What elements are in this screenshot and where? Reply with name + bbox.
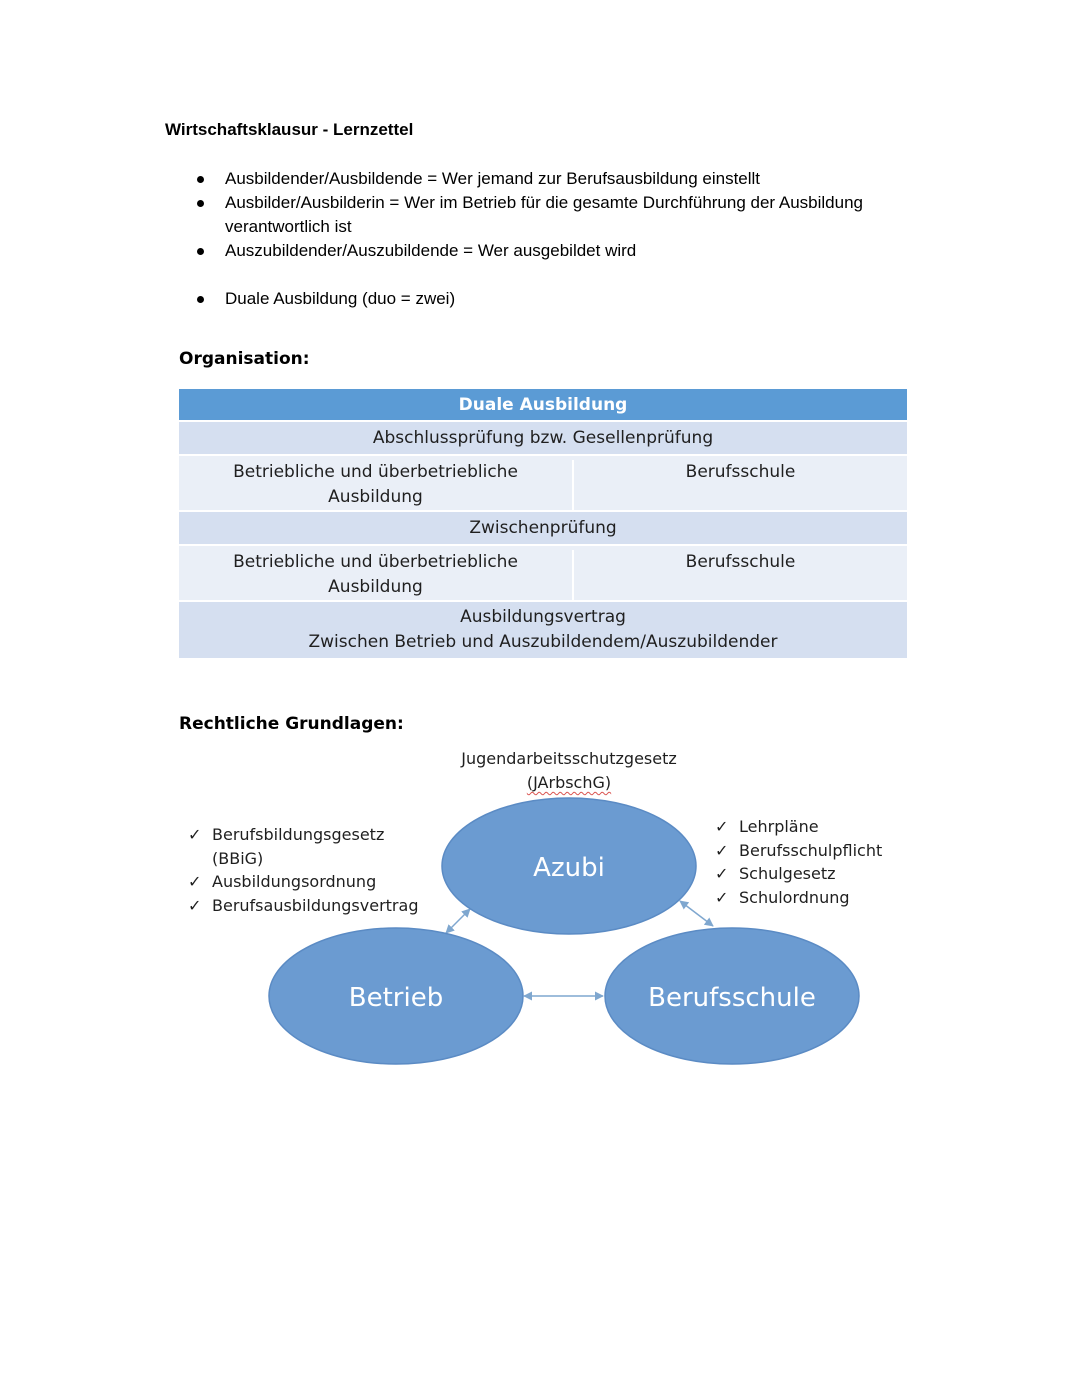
check-text: Ausbildungsordnung <box>212 872 377 891</box>
definition-list <box>195 167 935 311</box>
rechtliche-heading: Rechtliche Grundlagen: <box>179 714 404 734</box>
check-text: Schulgesetz <box>739 864 836 883</box>
bullet-dot-icon <box>197 176 204 183</box>
check-text: Berufsschulpflicht <box>739 840 883 860</box>
table-cell-berufsschule: Berufsschule <box>685 462 796 482</box>
bullet-dot-icon <box>197 296 204 303</box>
organisation-heading: Organisation: <box>179 349 310 369</box>
list-item-text: Duale Ausbildung (duo = zwei) <box>225 289 456 308</box>
checkmark-icon: ✓ <box>715 817 729 836</box>
table-row-zwischen: Zwischenprüfung <box>179 512 907 546</box>
betrieb-label: Betrieb <box>348 983 444 1013</box>
list-item <box>195 191 935 239</box>
document-title: Wirtschaftsklausur - Lernzettel <box>165 120 414 139</box>
list-item-text: Ausbildender/Ausbildende = Wer jemand zur Berufsausbildung einstellt <box>225 169 761 188</box>
checkmark-icon: ✓ <box>715 887 729 907</box>
check-text: (BBiG) <box>212 848 264 868</box>
checkmark-icon: ✓ <box>188 872 202 891</box>
list-item-text: Ausbilder/Ausbilderin = Wer im Betrieb für die gesamte Durchführung der Ausbildung verantwortlich ist <box>225 193 863 236</box>
table-cell-betrieb: Betriebliche und überbetriebliche Ausbildung <box>179 460 574 510</box>
table-row <box>179 546 907 602</box>
table-header: Duale Ausbildung <box>179 389 907 422</box>
checkmark-icon: ✓ <box>188 825 202 844</box>
vertrag-title: Ausbildungsvertrag <box>460 607 626 627</box>
table-row <box>179 456 907 512</box>
list-item-text: Auszubildender/Auszubildende = Wer ausgebildet wird <box>225 241 637 260</box>
bullet-dot-icon <box>197 200 204 207</box>
table-cell-berufsschule: Berufsschule <box>685 552 796 572</box>
list-item <box>195 239 935 263</box>
azubi-label: Azubi <box>533 853 605 883</box>
check-text: Schulordnung <box>739 887 850 907</box>
arrow-azubi-berufsschule <box>680 901 713 926</box>
jugendschutz-title: Jugendarbeitsschutzgesetz <box>461 749 677 768</box>
jugendschutz-abbr: (JArbschG) <box>526 773 612 792</box>
check-text: Berufsbildungsgesetz <box>212 825 385 844</box>
table-row-abschluss: Abschlussprüfung bzw. Gesellenprüfung <box>179 422 907 456</box>
check-text: Lehrpläne <box>739 817 819 836</box>
arrow-azubi-betrieb <box>446 909 470 933</box>
checkmark-icon: ✓ <box>188 895 202 915</box>
checkmark-icon: ✓ <box>715 840 729 860</box>
list-item <box>195 167 935 191</box>
checkmark-icon: ✓ <box>715 864 729 883</box>
berufsschule-label: Berufsschule <box>648 983 816 1013</box>
table-row-vertrag <box>179 602 907 660</box>
check-text: Berufsausbildungsvertrag <box>212 895 419 915</box>
relationship-diagram <box>0 740 1080 1080</box>
organisation-table <box>179 389 907 660</box>
bullet-dot-icon <box>197 248 204 255</box>
table-cell-betrieb: Betriebliche und überbetriebliche Ausbildung <box>179 550 574 600</box>
vertrag-subtitle: Zwischen Betrieb und Auszubildendem/Auszubildender <box>308 632 778 652</box>
list-item <box>195 287 935 311</box>
